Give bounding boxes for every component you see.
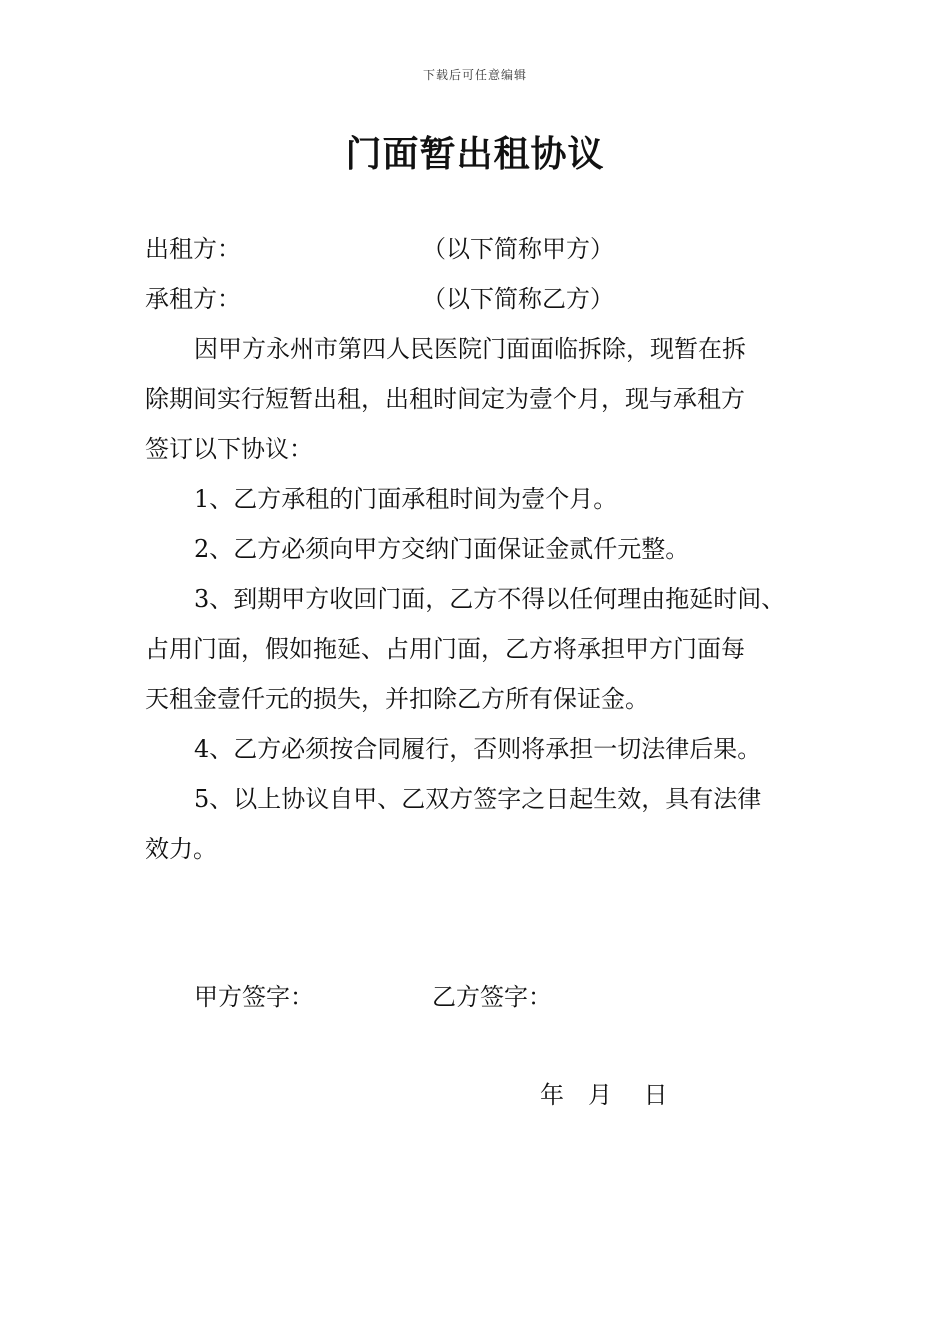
clause-4: 4、乙方必须按合同履行，否则将承担一切法律后果。 [194,735,762,763]
clause-5-line-2: 效力。 [145,835,217,863]
date-line: 年 月 日 [540,1081,668,1109]
lessor-note: （以下简称甲方） [422,235,614,263]
document-title: 门面暂出租协议 [345,134,605,175]
lessor-label: 出租方： [145,235,241,263]
clause-1: 1、乙方承租的门面承租时间为壹个月。 [194,485,618,513]
intro-line-2: 除期间实行短暂出租，出租时间定为壹个月，现与承租方 [145,385,745,413]
clause-2: 2、乙方必须向甲方交纳门面保证金贰仟元整。 [194,535,690,563]
lessee-note: （以下简称乙方） [422,285,614,313]
clause-3-line-3: 天租金壹仟元的损失，并扣除乙方所有保证金。 [145,685,649,713]
clause-5-line-1: 5、以上协议自甲、乙双方签字之日起生效，具有法律 [194,785,762,813]
clause-3-line-1: 3、到期甲方收回门面，乙方不得以任何理由拖延时间、 [194,585,786,613]
lessee-label: 承租方： [145,285,241,313]
intro-line-1: 因甲方永州市第四人民医院门面面临拆除，现暂在拆 [194,335,746,363]
intro-line-3: 签订以下协议： [145,435,313,463]
party-b-signature-label: 乙方签字： [432,983,552,1011]
party-a-signature-label: 甲方签字： [194,983,314,1011]
header-note: 下载后可任意编辑 [422,68,527,82]
clause-3-line-2: 占用门面，假如拖延、占用门面，乙方将承担甲方门面每 [145,635,745,663]
